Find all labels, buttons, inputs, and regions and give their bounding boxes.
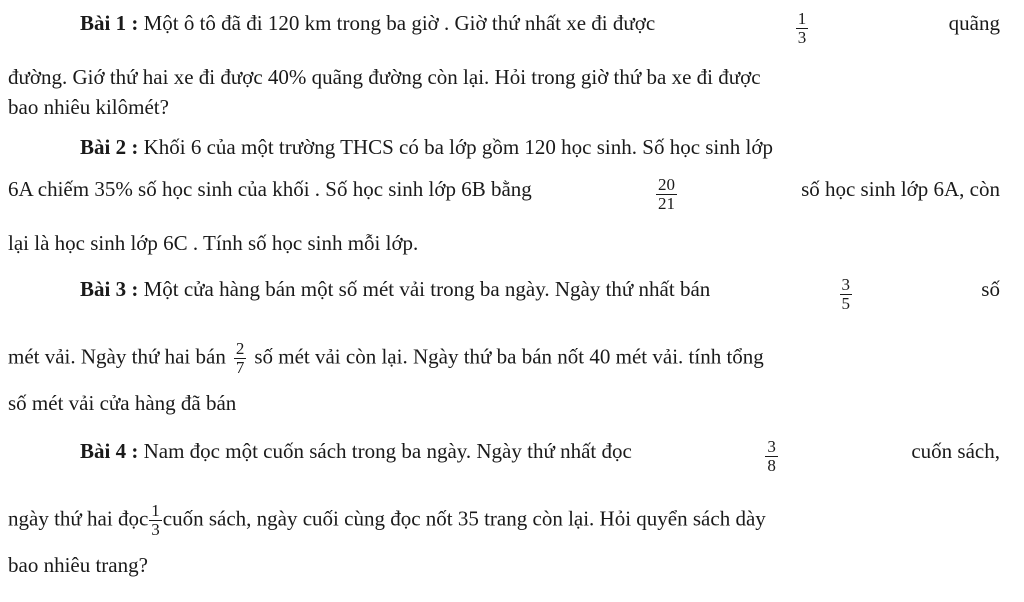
problem-1-text: quãng [948, 11, 1000, 35]
problem-4-line-1 [80, 438, 1000, 475]
problem-4-text: Nam đọc một cuốn sách trong ba ngày. Ngày thứ nhất đọc [143, 439, 632, 463]
problem-2-line-3: lại là học sinh lớp 6C . Tính số học sinh mỗi lớp. [8, 231, 419, 255]
fraction-20-21: $\frac{20}{21}$ [657, 175, 675, 213]
problem-4-label: Bài 4 : [80, 439, 139, 463]
problem-1-text: Một ô tô đã đi 120 km trong ba giờ . Giờ thứ nhất xe đi được [143, 11, 656, 35]
problem-3-line-2 [8, 340, 764, 377]
fraction-2-7: $\frac{2}{7}$ [235, 339, 245, 377]
problem-4-text: cuốn sách, ngày cuối cùng đọc nốt 35 trang còn lại. Hỏi quyển sách dày [162, 506, 766, 531]
problem-3-label: Bài 3 : [80, 277, 139, 301]
problem-2-text: 6A chiếm 35% số học sinh của khối . Số học sinh lớp 6B bằng [8, 177, 532, 201]
problem-1-line-1 [80, 10, 1000, 47]
problem-2-text: Khối 6 của một trường THCS có ba lớp gồm 120 học sinh. Số học sinh lớp [143, 135, 773, 159]
problem-4-line-3: bao nhiêu trang? [8, 553, 148, 577]
fraction-1-3: $\frac{1}{3}$ [151, 501, 160, 539]
problem-3-text: số [981, 277, 1000, 301]
problem-3-text: Một cửa hàng bán một số mét vải trong ba ngày. Ngày thứ nhất bán [143, 277, 711, 301]
problem-1-line-3: bao nhiêu kilômét? [8, 95, 169, 119]
problem-2-line-1 [80, 134, 773, 160]
problem-3-line-1 [80, 276, 1000, 313]
problem-2-line-2 [8, 176, 1000, 213]
problem-3-line-3: số mét vải cửa hàng đã bán [8, 391, 237, 415]
problem-1-label: Bài 1 : [80, 11, 139, 35]
problem-2-text: số học sinh lớp 6A, còn [801, 177, 1000, 201]
fraction-3-5: $\frac{3}{5}$ [841, 275, 851, 313]
problem-3-text: số mét vải còn lại. Ngày thứ ba bán nốt 40 mét vải. tính tổng [254, 344, 764, 369]
fraction-3-8: $\frac{3}{8}$ [767, 437, 776, 475]
problem-4-line-2 [8, 502, 766, 539]
problem-2-label: Bài 2 : [80, 135, 139, 159]
fraction-1-3: $\frac{1}{3}$ [797, 9, 807, 47]
problem-3-text: mét vải. Ngày thứ hai bán [8, 344, 226, 369]
problem-4-text: ngày thứ hai đọc [8, 506, 149, 531]
problem-4-text: cuốn sách, [911, 439, 1000, 463]
problem-1-line-2: đường. Giớ thứ hai xe đi được 40% quãng đường còn lại. Hỏi trong giờ thứ ba xe đi được [8, 65, 761, 89]
